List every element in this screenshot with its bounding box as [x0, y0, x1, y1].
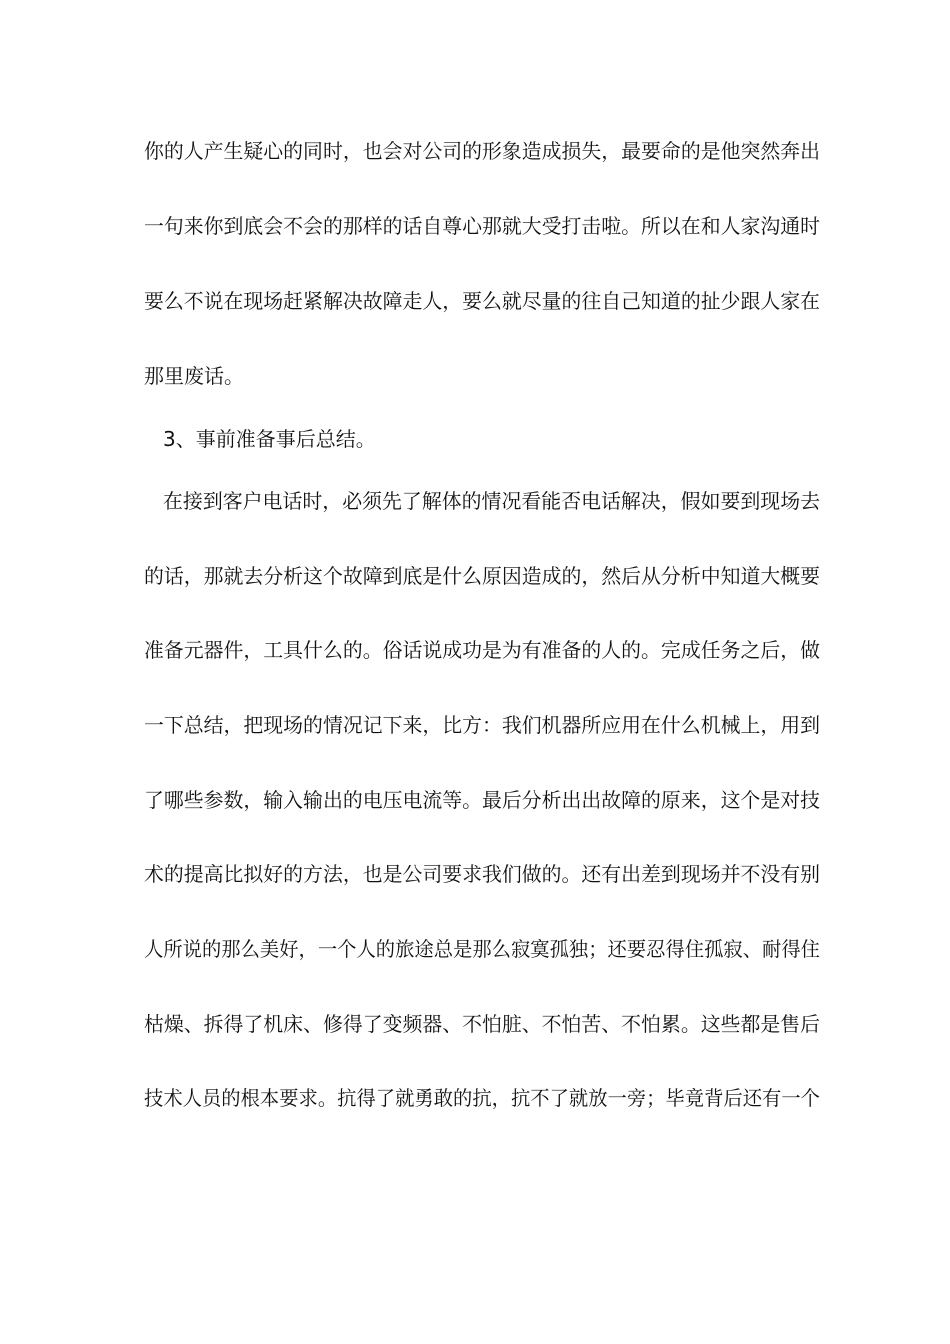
paragraph-line: 在接到客户电话时，必须先了解体的情况看能否电话解决，假如要到现场去 [163, 489, 821, 513]
paragraph-line: 一下总结，把现场的情况记下来，比方：我们机器所应用在什么机械上，用到 [144, 713, 820, 737]
section-heading: 3、事前准备事后总结。 [163, 427, 376, 451]
paragraph-line: 术的提高比拟好的方法，也是公司要求我们做的。还有出差到现场并不没有别 [144, 862, 820, 886]
paragraph-line: 你的人产生疑心的同时，也会对公司的形象造成损失，最要命的是他突然奔出 [144, 139, 820, 163]
paragraph-line: 要么不说在现场赶紧解决故障走人，要么就尽量的往自己知道的扯少跟人家在 [144, 289, 820, 313]
paragraph-line: 了哪些参数，输入输出的电压电流等。最后分析出出故障的原来，这个是对技 [144, 788, 820, 812]
paragraph-line: 枯燥、拆得了机床、修得了变频器、不怕脏、不怕苦、不怕累。这些都是售后 [144, 1012, 820, 1036]
paragraph-line: 一句来你到底会不会的那样的话自尊心那就大受打击啦。所以在和人家沟通时 [144, 214, 820, 238]
paragraph-line: 技术人员的根本要求。抗得了就勇敢的抗，抗不了就放一旁；毕竟背后还有一个 [144, 1086, 820, 1110]
paragraph-line: 那里废话。 [144, 364, 244, 388]
paragraph-line: 人所说的那么美好，一个人的旅途总是那么寂寞孤独；还要忍得住孤寂、耐得住 [144, 937, 820, 961]
paragraph-line: 准备元器件，工具什么的。俗话说成功是为有准备的人的。完成任务之后，做 [144, 638, 820, 662]
paragraph-line: 的话，那就去分析这个故障到底是什么原因造成的，然后从分析中知道大概要 [144, 564, 820, 588]
